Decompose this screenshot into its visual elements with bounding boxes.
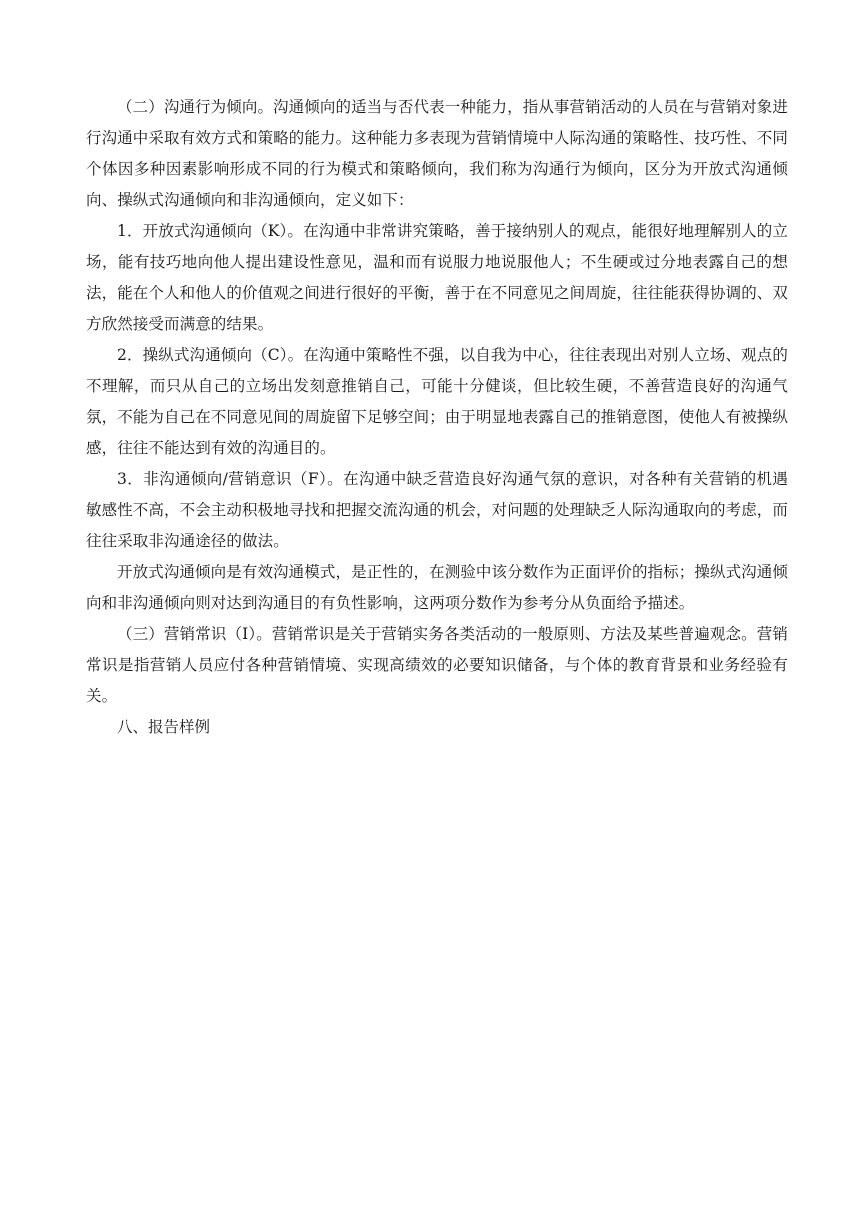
paragraph-communication-tendency: （二）沟通行为倾向。沟通倾向的适当与否代表一种能力，指从事营销活动的人员在与营销对象进行沟通中采取有效方式和策略的能力。这种能力多表现为营销情境中人际沟通的策略性、技巧性、不同个体因多种因素影响形成不同的行为模式和策略倾向，我们称为沟通行为倾向，区分为开放式沟通倾向、操纵式沟通倾向和非沟通倾向，定义如下： [86,98,789,209]
paragraph-scoring-note: 开放式沟通倾向是有效沟通模式，是正性的，在测验中该分数作为正面评价的指标；操纵式沟通倾向和非沟通倾向则对达到沟通目的有负性影响，这两项分数作为参考分从负面给予描述。 [86,563,788,612]
paragraph-marketing-knowledge: （三）营销常识（I）。营销常识是关于营销实务各类活动的一般原则、方法及某些普遍观念。营销常识是指营销人员应付各种营销情境、实现高绩效的必要知识储备，与个体的教育背景和业务经验有关。 [86,625,788,705]
paragraph-non-communication: 3．非沟通倾向/营销意识（F）。在沟通中缺乏营造良好沟通气氛的意识，对各种有关营销的机遇敏感性不高，不会主动积极地寻找和把握交流沟通的机会，对问题的处理缺乏人际沟通取向的考虑，而往往采取非沟通途径的做法。 [86,470,789,550]
section-heading-report-sample: 八、报告样例 [117,718,211,736]
paragraph-manipulative-communication: 2．操纵式沟通倾向（C）。在沟通中策略性不强，以自我为中心，往往表现出对别人立场、观点的不理解，而只从自己的立场出发刻意推销自己，可能十分健谈，但比较生硬，不善营造良好的沟通气氛，不能为自己在不同意见间的周旋留下足够空间；由于明显地表露自己的推销意图，使他人有被操纵感，往往不能达到有效的沟通目的。 [86,346,789,457]
paragraph-open-communication: 1．开放式沟通倾向（K）。在沟通中非常讲究策略，善于接纳别人的观点，能很好地理解别人的立场，能有技巧地向他人提出建设性意见，温和而有说服力地说服他人；不生硬或过分地表露自己的想法，能在个人和他人的价值观之间进行很好的平衡，善于在不同意见之间周旋，往往能获得协调的、双方欣然接受而满意的结果。 [86,222,789,333]
document-body [86,92,788,743]
